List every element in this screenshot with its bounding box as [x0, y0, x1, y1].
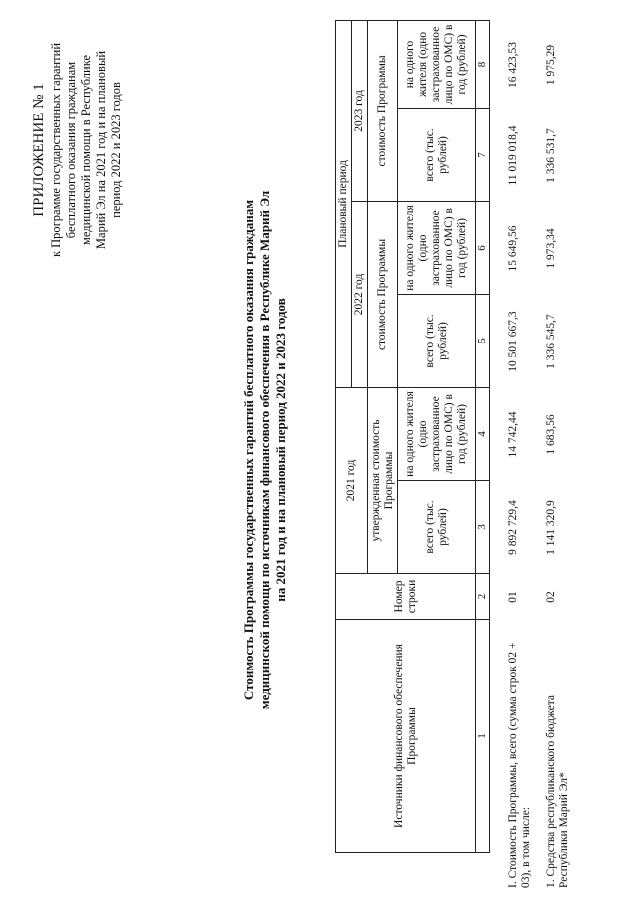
header-per-resident: на одного жителя (одно застрахованное лицо по ОМС) в год (рублей) — [398, 201, 476, 294]
header-row-number: Номер строки — [336, 574, 476, 620]
heading-line: Стоимость Программы государственных гарантий бесплатного оказания гражданам — [241, 199, 256, 701]
header-cost-2023: стоимость Программы — [368, 20, 398, 201]
column-number: 3 — [476, 481, 490, 574]
row-number: 01 — [507, 591, 519, 603]
row-value: 9 892 729,4 — [507, 500, 519, 555]
column-number: 8 — [476, 20, 490, 108]
column-number: 2 — [476, 574, 490, 620]
column-number: 1 — [476, 620, 490, 853]
appendix-line: медицинской помощи в Республике — [79, 54, 93, 246]
row-label: 1. Средства республиканского бюджета Республики Марий Эл* — [545, 694, 570, 888]
heading-line: медицинской помощи по источникам финансового обеспечения в Республике Марий Эл — [257, 190, 272, 710]
header-cost-2022: стоимость Программы — [368, 201, 398, 387]
column-number: 6 — [476, 201, 490, 294]
row-value: 1 973,34 — [545, 228, 557, 269]
appendix-line: Марий Эл на 2021 год и на плановый — [94, 50, 108, 250]
header-year-2021: 2021 год — [336, 387, 368, 573]
column-number: 7 — [476, 108, 490, 201]
row-value: 1 683,56 — [545, 414, 557, 455]
row-value: 1 336 531,7 — [545, 128, 557, 183]
row-value: 16 423,53 — [507, 42, 519, 88]
header-total: всего (тыс. рублей) — [398, 108, 476, 201]
row-value: 1 141 320,9 — [545, 500, 557, 555]
header-year-2022: 2022 год — [352, 201, 368, 387]
appendix-line: к Программе государственных гарантий — [49, 42, 63, 258]
header-year-2023: 2023 год — [352, 20, 368, 201]
header-per-resident: на одного жителя (одно застрахованное лицо по ОМС) в год (рублей) — [398, 387, 476, 480]
appendix-title: ПРИЛОЖЕНИЕ № 1 — [31, 83, 47, 217]
cost-table-header — [335, 20, 490, 853]
appendix-line: бесплатного оказания гражданам — [64, 61, 78, 239]
row-value: 11 019 018,4 — [507, 125, 519, 186]
row-value: 1 975,29 — [545, 44, 557, 86]
row-value: 14 742,44 — [507, 411, 519, 458]
row-value: 15 649,56 — [507, 225, 519, 272]
table-row — [539, 21, 577, 890]
header-approved-cost: утвержденная стоимость Программы — [368, 387, 398, 573]
cost-table-body — [495, 21, 577, 890]
table-row — [495, 21, 539, 890]
header-per-resident: на одного жителя (одно застрахованное лицо по ОМС) в год (рублей) — [398, 20, 476, 108]
row-label: I. Стоимость Программы, всего (сумма строк 02 + 03), в том числе: — [507, 642, 532, 888]
row-value: 1 336 545,7 — [545, 314, 557, 369]
header-total: всего (тыс. рублей) — [398, 294, 476, 387]
row-number: 02 — [545, 591, 557, 603]
header-source: Источники финансового обеспечения Программы — [336, 620, 476, 853]
document-heading — [241, 145, 289, 755]
header-total: всего (тыс. рублей) — [398, 481, 476, 574]
row-value: 10 501 667,3 — [507, 311, 519, 372]
column-number: 5 — [476, 294, 490, 387]
appendix-block — [30, 30, 124, 270]
appendix-line: период 2022 и 2023 годов — [109, 82, 123, 218]
heading-line: на 2021 год и на плановый период 2022 и 2023 годов — [273, 298, 288, 602]
header-planning-period: Плановый период — [336, 20, 352, 387]
column-number: 4 — [476, 387, 490, 480]
